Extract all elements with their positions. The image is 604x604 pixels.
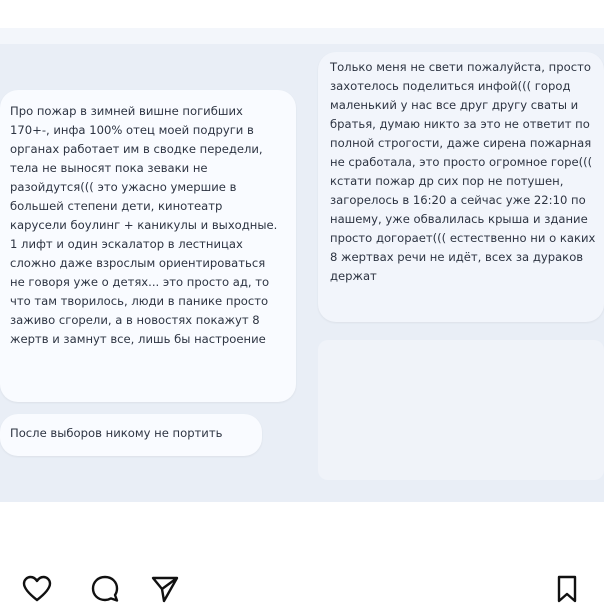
message-bubble-left-2 [0, 414, 262, 456]
photo-top-band [0, 28, 604, 44]
send-icon[interactable] [150, 574, 180, 604]
post-action-bar [0, 560, 604, 604]
message-text: После выборов никому не портить [10, 426, 223, 440]
bookmark-icon[interactable] [552, 574, 582, 604]
message-bubble-right [318, 52, 604, 322]
message-bubble-left-1 [0, 90, 296, 402]
post-photo [0, 28, 604, 502]
message-text: Только меня не свети пожалуйста, просто захотелось поделиться инфой((( город маленький у нас все друг другу сваты и братья, думаю никто за это не ответит по полной строгости, даже сирена пожарная не сработала, это просто огромное горе((( кстати пожар др сих пор не потушен, загорелось в 16:20 а сейчас уже 22:10 по нашему, уже обвалилась крыша и здание просто догорает((( естественно ни о каких 8 жертвах речи не идёт, всех за дураков держат [330, 60, 596, 283]
message-bubble-right-lower [318, 340, 604, 480]
comment-icon[interactable] [90, 574, 120, 604]
message-text: Про пожар в зимней вишне погибших 170+-, инфа 100% отец моей подруги в органах работает им в сводке передели, тела не выносят пока зеваки не разойдутся((( это ужасно умершие в большей степени дети, кинотеатр карусели боулинг + каникулы и выходные. 1 лифт и один эскалатор в лестницах сложно даже взрослым ориентироваться не говоря уже о детях... это просто ад, то что там творилось, люди в панике просто заживо сгорели, а в новостях покажут 8 жертв и замнут все, лишь бы настроение [10, 104, 278, 346]
heart-icon[interactable] [22, 574, 52, 604]
